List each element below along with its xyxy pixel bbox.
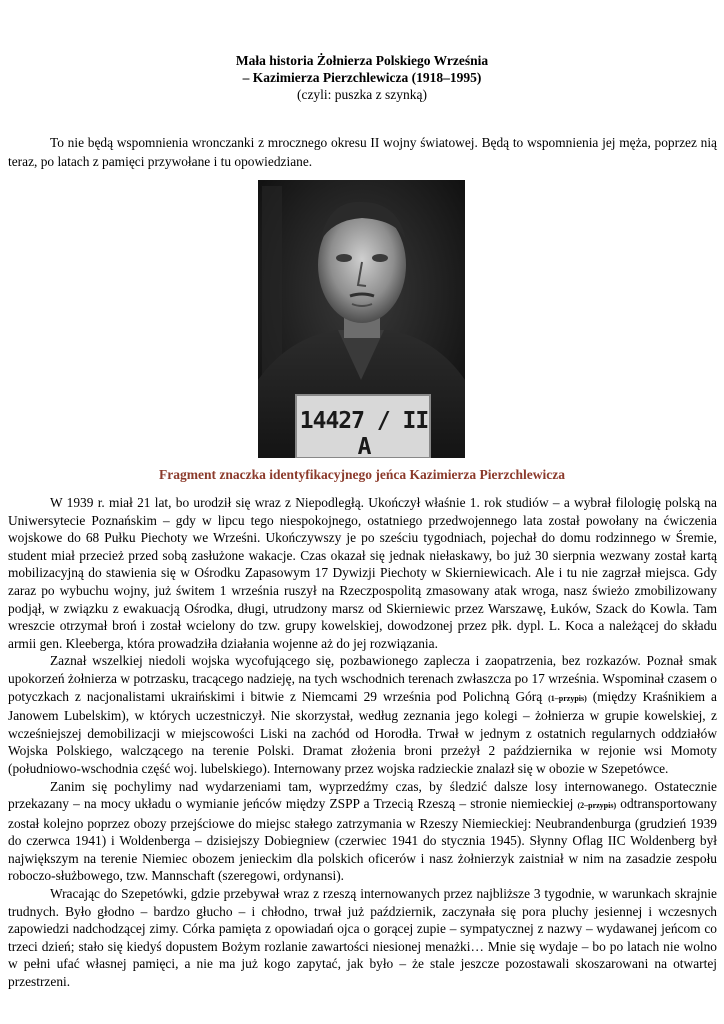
paragraph-3 [8, 778, 717, 886]
prisoner-photo [258, 180, 465, 458]
paragraph-2-text-b: (między Kraśnikiem a Janowem Lubelskim), w których uczestniczył. Nie skorzystał, według zeznania jego kolegi – żołnierza w grupie kowelskiej, z wcześniejszej demobilizacji w miejscowości Liski na zachód od Horodła. Trwał w jednym z ostatnich regularnych oddziałów Wojska Polskiego, walczącego na terenie Polski. Dramat złożenia broni przeżył 2 października w rejonie wsi Momoty (południowo-wschodnia część woj. lubelskiego). Internowany przez wojska radzieckie znalazł się w obozie w Szepetówce. [8, 688, 718, 776]
intro-paragraph [8, 133, 717, 171]
paragraph-1: W 1939 r. miał 21 lat, bo urodził się wraz z Niepodległą. Ukończył właśnie 1. rok studiów – a wybrał filologię polską na Uniwersytecie Poznańskim – gdy w lipcu tego niespokojnego, ostatniego przedwojennego lata został powołany na ćwiczenia wojskowe do 68 Pułku Piechoty we Wrześni. Ukończywszy je po sześciu tygodniach, pojechał do domu rodzinnego w Śremie, student miał przecież przed sobą zasłużone wakacje. Czas okazał się jednak niełaskawy, bo już 30 sierpnia wezwany został kartą mobilizacyjną do stawienia się w Ośrodku Zapasowym 17 Dywizji Piechoty w Skierniewicach. Ale i tu nie zagrzał miejsca. Gdy zaraz po wybuchu wojny, już świtem 1 września ruszył na Rzeczpospolitą zmasowany atak wroga, nasz świeżo zmobilizowany podjął, w związku z ewakuacją Ośrodka, długi, utrudzony marsz od Skierniewic przez Warszawę, Łuków, Szack do Kowla. Tam wreszcie otrzymał broń i został wcielony do tzw. grupy kowelskiej, dowodzonej przez płk. dypl. L. Koca a należącej do składu armii gen. Kleeberga, która prowadziła działania wojenne aż do jej rozwiązania. [8, 495, 717, 651]
footnote-ref-1[interactable]: (1–przypis) [548, 693, 587, 703]
paragraph-3-text-a: Zanim się pochylimy nad wydarzeniami tam, wyprzedźmy czas, by śledzić dalsze losy internowanego. Ostatecznie przekazany – na mocy układu o wymianie jeńców między ZSPP a Trzecią Rzeszą – stronie niemieckiej [8, 778, 717, 812]
prisoner-number-plate: 14427 / II A [299, 408, 429, 458]
intro-text: To nie będą wspomnienia wronczanki z mrocznego okresu II wojny światowej. Będą to wspomnienia jej męża, poprzez nią teraz, po latach z pamięci przywołane i tu opowiedziane. [8, 135, 717, 169]
footnote-ref-2[interactable]: (2–przypis) [577, 801, 617, 811]
paragraph-4: Wracając do Szepetówki, gdzie przebywał wraz z rzeszą internowanych przez najbliższe 3 tygodnie, w warunkach skrajnie trudnych. Było głodno – bardzo głucho – i chłodno, trwał już październik, zaczynała się pora pluchy jesiennej i wczesnych zapowiedzi nadchodzącej zimy. Córka pamięta z opowiadań ojca o gorącej zupie – sympatycznej z nazwy – wydawanej jeńcom co trzeci dzień; stało się kiedyś dopustem Bożym rozlanie zawartości niesionej menażki… Mnie się wydaje – bo po latach nie wolno w pełni ufać własnej pamięci, a nie ma już kogo zapytać, jak było – że stale jeszcze pozostawali skoszarowani na otwartej przestrzeni. [8, 886, 717, 990]
paragraph-3-text-b: odtransportowany został kolejno poprzez obozy przejściowe do miejsc stałego zatrzymania w Rzeszy Niemieckiej: Neubrandenburga (grudzień 1939 do czerwca 1941) i Woldenberga – dzisiejszy Dobiegniew (czerwiec 1941 do stycznia 1945). Słynny Oflag IIC Woldenberg był największym na terenie Niemiec obozem jenieckim dla polskich oficerów i nasz żołnierzyk zaistniał w nim na zasadzie zespołu roboczo-służbowego, tzw. Mannschaft (szeregowi, ordynansi). [8, 796, 717, 884]
subtitle: (czyli: puszka z szynką) [296, 87, 428, 102]
title-line-2: – Kazimierza Pierzchlewicza (1918–1995) [242, 70, 482, 85]
photo-caption: Fragment znaczka identyfikacyjnego jeńca Kazimierza Pierzchlewicza [159, 467, 565, 482]
title-line-1: Mała historia Żołnierza Polskiego Września [235, 53, 489, 68]
paragraph-2 [8, 652, 717, 777]
article-body [8, 494, 717, 991]
paragraph-2-text-a: Zaznał wszelkiej niedoli wojska wycofującego się, pozbawionego zaplecza i zaopatrzenia, bez rozkazów. Poznał smak upokorzeń żołnierza w potrzasku, tracącego nadzieję, na tych wschodnich terenach zwłaszcza po 17 września. Wspominał czasem o potyczkach z nacjonalistami ukraińskimi i bitwie z Niemcami 29 września pod Polichną Górą [8, 653, 717, 704]
